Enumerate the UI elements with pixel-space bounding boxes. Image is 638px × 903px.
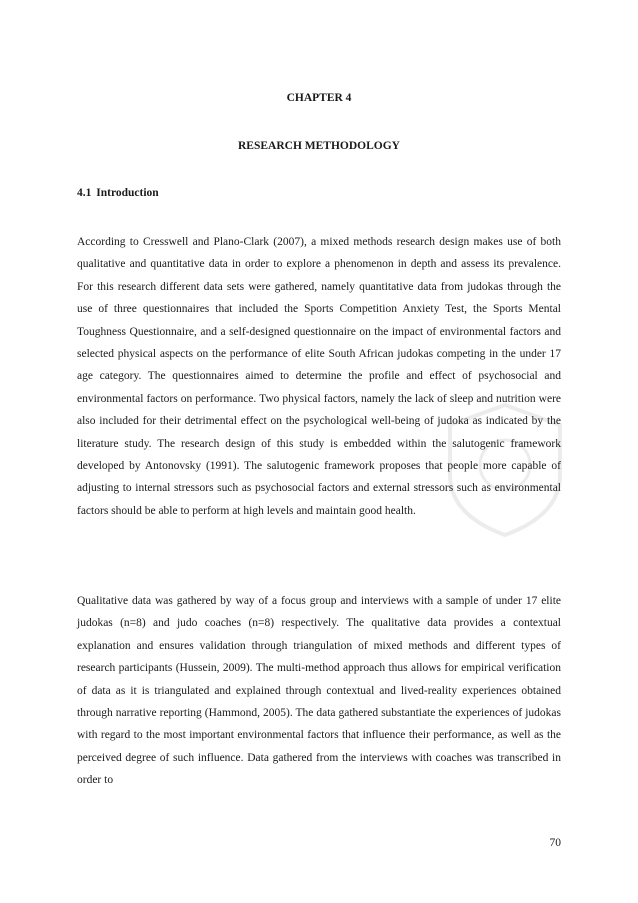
chapter-label: CHAPTER 4 [286,92,352,104]
chapter-title: RESEARCH METHODOLOGY [238,140,400,152]
paragraph-qualitative-data: Qualitative data was gathered by way of a focus group and interviews with a sample of under 17 elite judokas (n=8) and judo coaches (n=8) respectively. The qualitative data provides a contextual explanation and ensures validation through triangulation of mixed methods and different types of research participants (Hussein, 2009). The multi-method approach thus allows for empirical verification of data as it is triangulated and explained through contextual and lived-reality experiences obtained through narrative reporting (Hammond, 2005). The data gathered substantiate the experiences of judokas with regard to the most important environmental factors that influence their performance, as well as the perceived degree of such influence. Data gathered from the interviews with coaches was transcribed in order to [77,595,561,787]
paragraph-introduction: According to Cresswell and Plano-Clark (2007), a mixed methods research design makes use of both qualitative and quantitative data in order to explore a phenomenon in depth and assess its prevalence. For this research different data sets were gathered, namely quantitative data from judokas through the use of three questionnaires that included the Sports Competition Anxiety Test, the Sports Mental Toughness Questionnaire, and a self-designed questionnaire on the impact of environmental factors and selected physical aspects on the performance of elite South African judokas competing in the under 17 age category. The questionnaires aimed to determine the profile and effect of psychosocial and environmental factors on performance. Two physical factors, namely the lack of sleep and nutrition were also included for their detrimental effect on the psychological well-being of judoka as indicated by the literature study. The research design of this study is embedded within the salutogenic framework developed by Antonovsky (1991). The salutogenic framework proposes that people more capable of adjusting to internal stressors such as psychosocial factors and external stressors such as environmental factors should be able to perform at high levels and maintain good health. [77,236,561,517]
page-number: 70 [549,837,561,849]
section-heading: 4.1 Introduction [77,187,159,199]
